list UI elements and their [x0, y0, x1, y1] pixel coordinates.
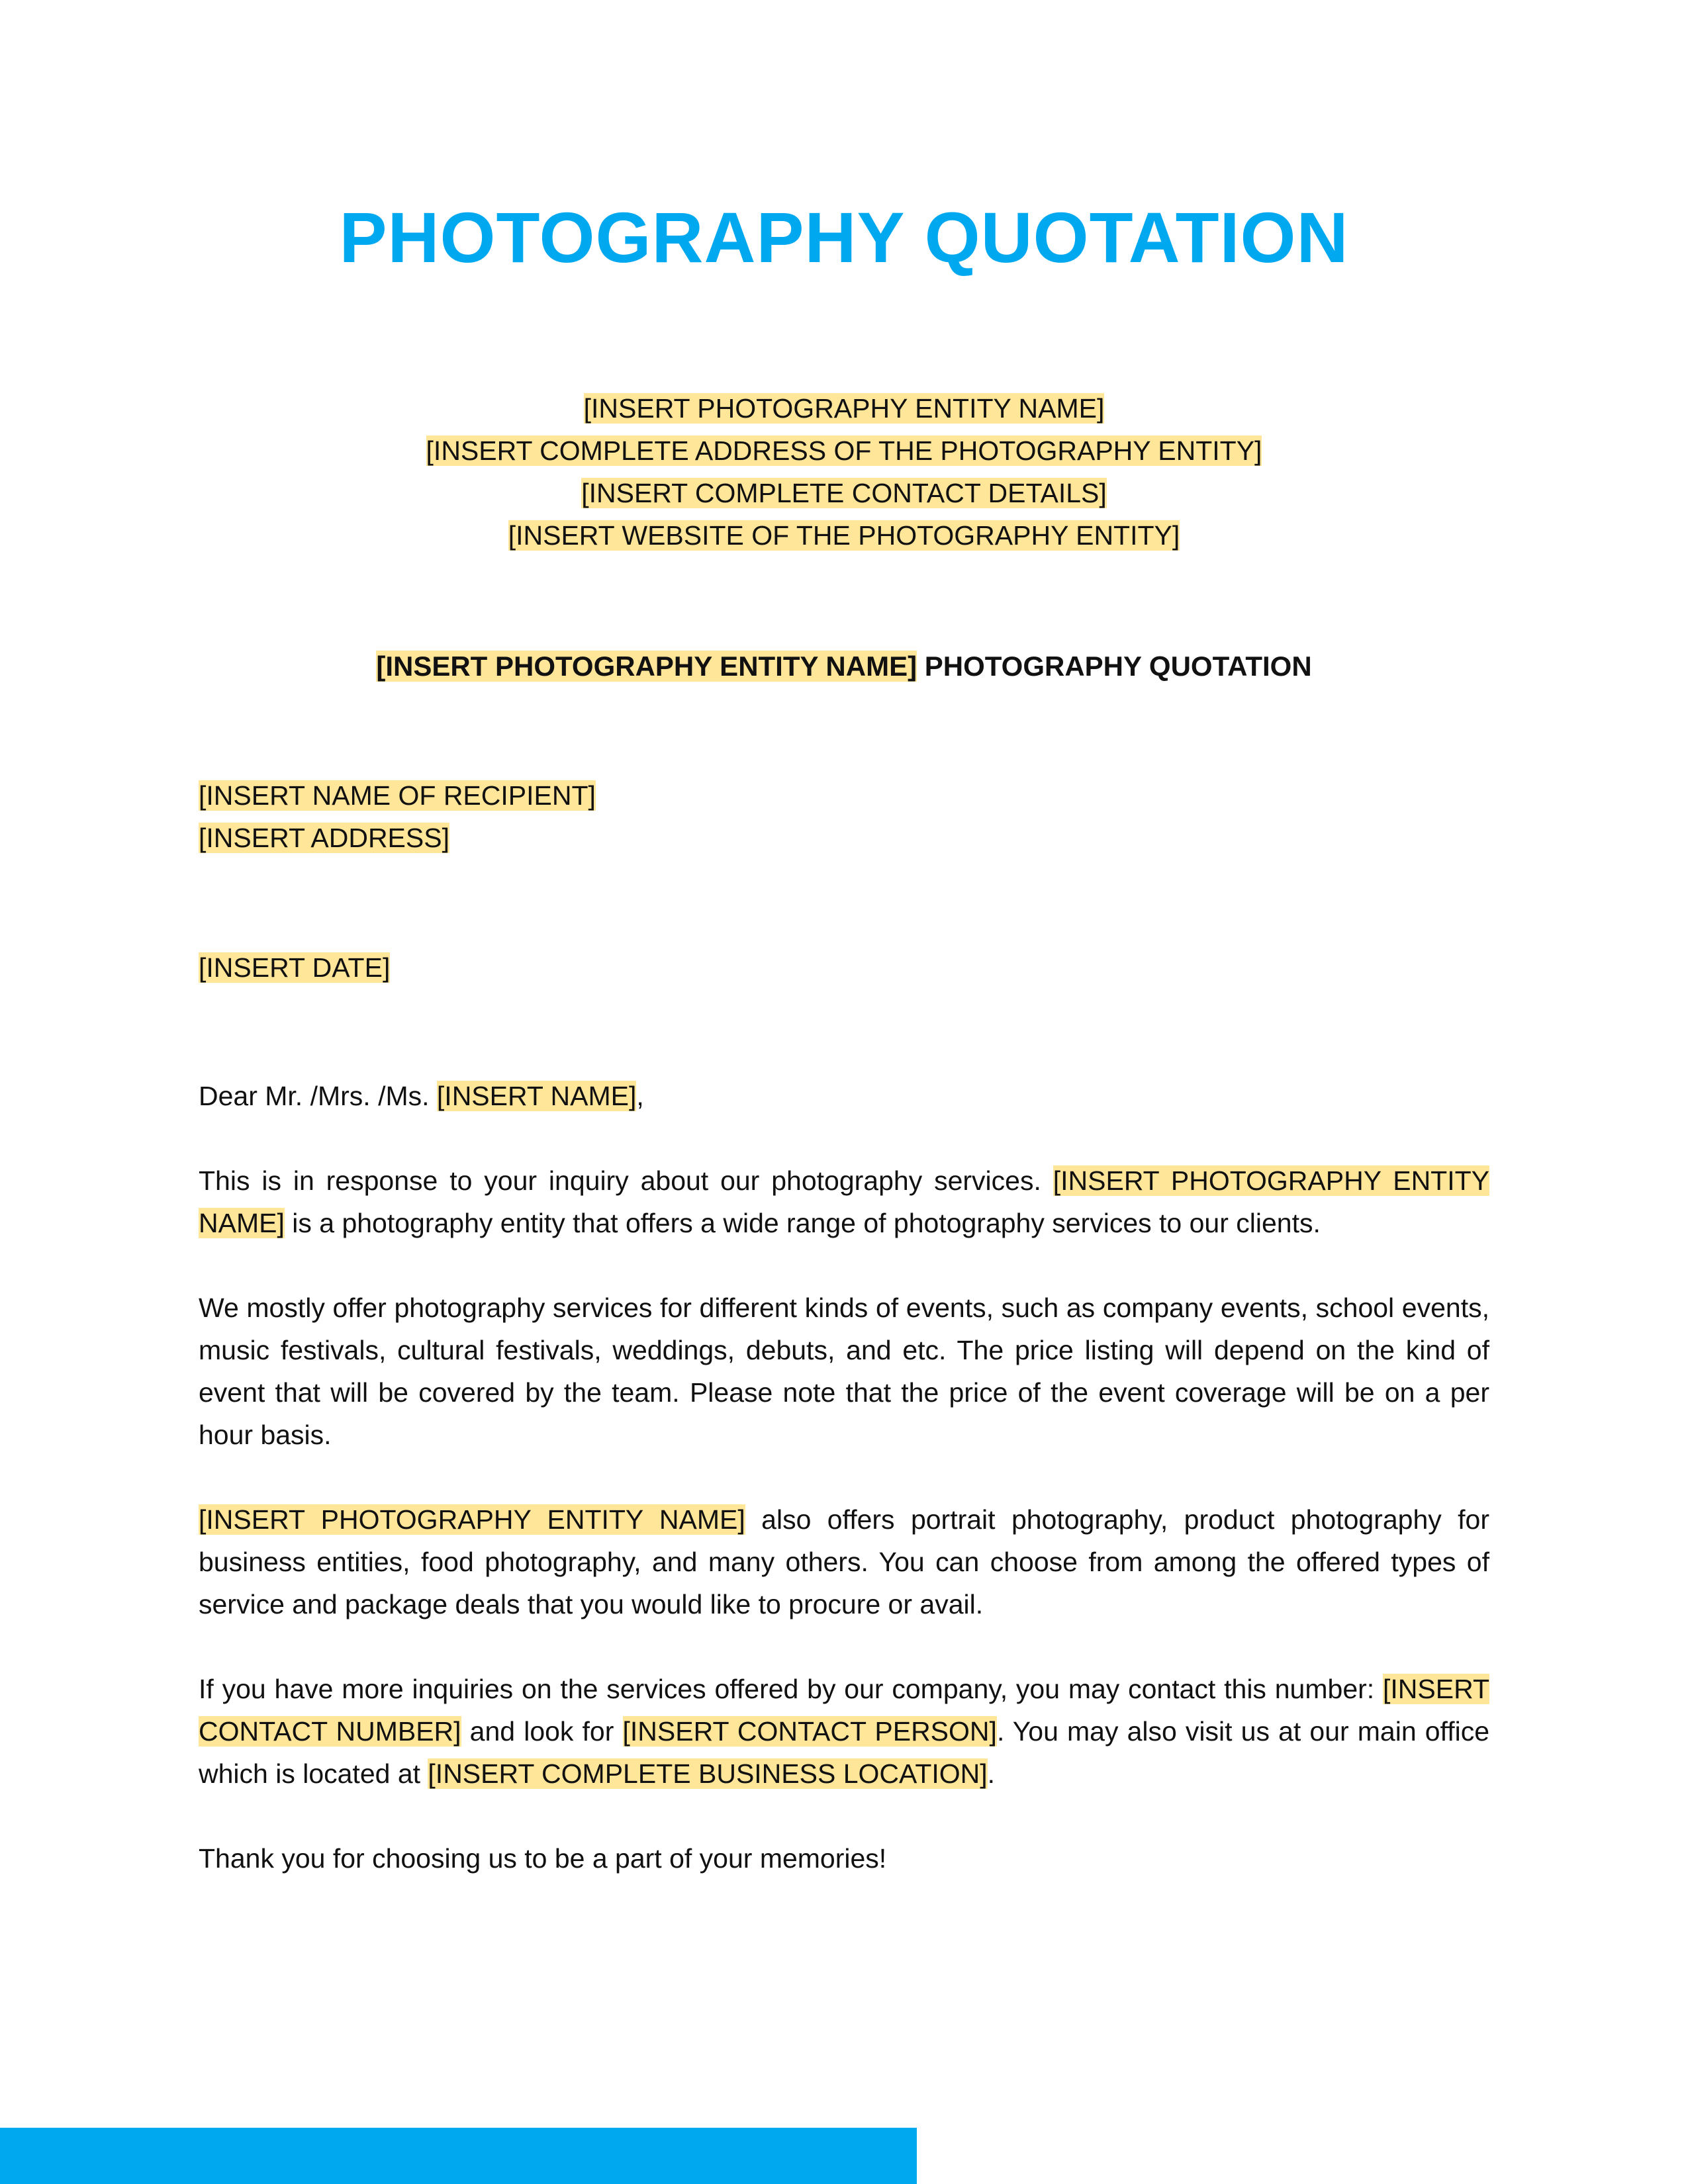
intro-entity-placeholder: [INSERT PHOTOGRAPHY ENTITY NAME]: [199, 1165, 1490, 1238]
letter-body: [199, 1160, 1489, 1922]
entity-contact-line: [0, 472, 1688, 514]
paragraph-thanks: Thank you for choosing us to be a part of your memories!: [199, 1843, 887, 1874]
contact-person-placeholder: [INSERT CONTACT PERSON]: [622, 1716, 997, 1747]
services-text: also offers portrait photography, product photography for business entities, food photography, and many others. You can choose from among the offered types of service and package deals that you would like to procure or avail.: [199, 1504, 1489, 1619]
salutation-name-placeholder: [INSERT NAME]: [436, 1081, 637, 1111]
recipient-name-placeholder: [INSERT NAME OF RECIPIENT]: [199, 780, 596, 811]
contact-text-d: .: [987, 1758, 996, 1789]
date-block: [199, 946, 1489, 989]
salutation-prefix: Dear Mr. /Mrs. /Ms.: [199, 1081, 437, 1111]
subtitle-entity-placeholder: [INSERT PHOTOGRAPHY ENTITY NAME]: [376, 651, 917, 682]
intro-text-b: is a photography entity that offers a wide range of photography services to our clients.: [284, 1208, 1321, 1238]
recipient-address-placeholder: [INSERT ADDRESS]: [199, 823, 449, 853]
paragraph-events: We mostly offer photography services for different kinds of events, such as company events, school events, music festivals, cultural festivals, weddings, debuts, and etc. The price listing will depend on the kind of event that will be covered by the team. Please note that the price of the event coverage will be on a per hour basis.: [199, 1293, 1489, 1450]
salutation-suffix: ,: [636, 1081, 644, 1111]
business-location-placeholder: [INSERT COMPLETE BUSINESS LOCATION]: [428, 1758, 988, 1789]
quotation-subtitle: [0, 645, 1688, 688]
paragraph-services: [199, 1498, 1489, 1625]
contact-text-c: . You may also visit us at our main office which is located at: [199, 1716, 1490, 1789]
footer-accent-bar: [0, 2128, 917, 2184]
entity-info-block: [0, 387, 1688, 557]
recipient-name-line: [199, 774, 1489, 817]
date-placeholder: [INSERT DATE]: [199, 952, 391, 983]
salutation: [199, 1075, 1489, 1117]
entity-name-placeholder: [INSERT PHOTOGRAPHY ENTITY NAME]: [583, 393, 1105, 424]
entity-contact-placeholder: [INSERT COMPLETE CONTACT DETAILS]: [581, 478, 1107, 508]
contact-text-a: If you have more inquiries on the services offered by our company, you may contact this number:: [199, 1674, 1383, 1704]
entity-website-line: [0, 514, 1688, 557]
paragraph-intro: [199, 1160, 1489, 1244]
subtitle-text: PHOTOGRAPHY QUOTATION: [917, 651, 1312, 682]
intro-text-a: This is in response to your inquiry about our photography services.: [199, 1165, 1053, 1196]
paragraph-contact: [199, 1668, 1489, 1795]
services-entity-placeholder: [INSERT PHOTOGRAPHY ENTITY NAME]: [199, 1504, 745, 1535]
recipient-block: [199, 774, 1489, 859]
contact-number-placeholder: [INSERT CONTACT NUMBER]: [199, 1674, 1489, 1747]
document-title: PHOTOGRAPHY QUOTATION: [339, 197, 1349, 277]
entity-address-placeholder: [INSERT COMPLETE ADDRESS OF THE PHOTOGRAPHY ENTITY]: [426, 435, 1262, 466]
recipient-address-line: [199, 817, 1489, 859]
entity-address-line: [0, 430, 1688, 472]
entity-name-line: [0, 387, 1688, 430]
entity-website-placeholder: [INSERT WEBSITE OF THE PHOTOGRAPHY ENTITY]: [508, 520, 1180, 551]
contact-text-b: and look for: [461, 1716, 623, 1747]
